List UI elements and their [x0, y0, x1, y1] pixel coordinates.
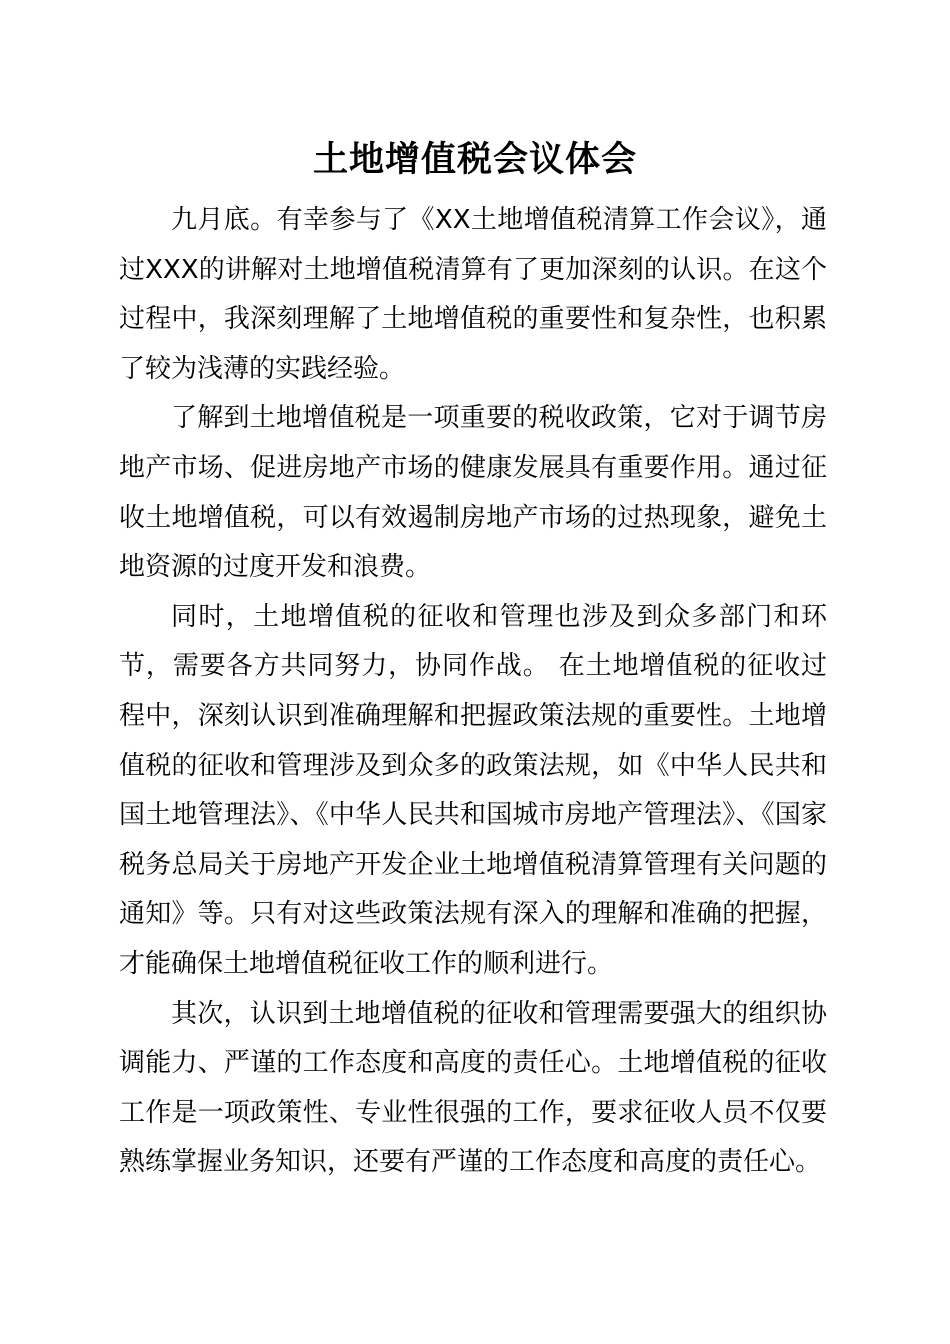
- paragraph: 其次，认识到土地增值税的征收和管理需要强大的组织协调能力、严谨的工作态度和高度的责任心。土地增值税的征收工作是一项政策性、专业性很强的工作，要求征收人员不仅要熟练掌握业务知识，还要有严谨的工作态度和高度的责任心。: [119, 998, 827, 1178]
- paragraph: 九月底。有幸参与了《XX土地增值税清算工作会议》，通过XXX的讲解对土地增值税清算有了更加深刻的认识。在这个过程中，我深刻理解了土地增值税的重要性和复杂性，也积累了较为浅薄的实践经验。: [119, 205, 827, 384]
- document-title: 土地增值税会议体会: [312, 139, 637, 180]
- paragraph: 同时，土地增值税的征收和管理也涉及到众多部门和环节，需要各方共同努力，协同作战。 在土地增值税的征收过程中，深刻认识到准确理解和把握政策法规的重要性。土地增值税的征收和管理涉及到众多的政策法规，如《中华人民共和国土地管理法》、《中华人民共和国城市房地产管理法》、《国家税务总局关于房地产开发企业土地增值税清算管理有关问题的通知》等。只有对这些政策法规有深入的理解和准确的把握，才能确保土地增值税征收工作的顺利进行。: [119, 601, 827, 979]
- paragraph: 了解到土地增值税是一项重要的税收政策，它对于调节房地产市场、促进房地产市场的健康发展具有重要作用。通过征收土地增值税，可以有效遏制房地产市场的过热现象，避免土地资源的过度开发和浪费。: [119, 403, 827, 583]
- document-body: [119, 196, 827, 1188]
